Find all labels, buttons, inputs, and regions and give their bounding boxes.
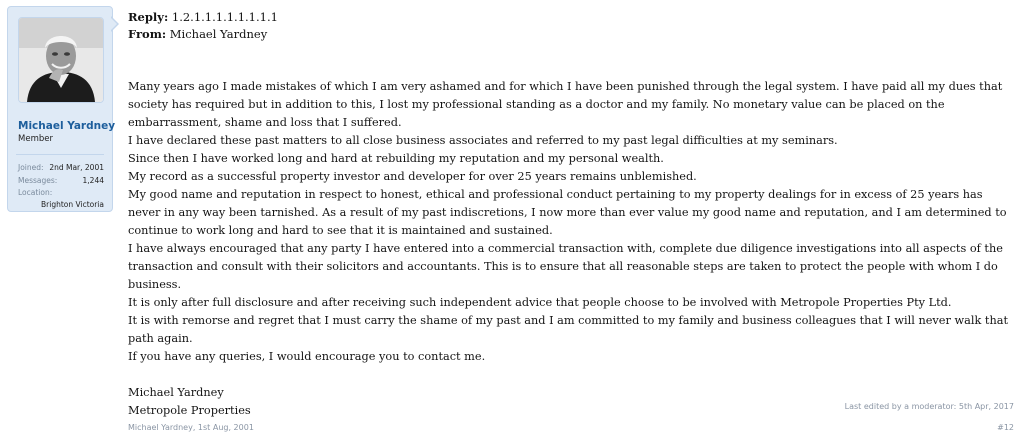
location-row [18,187,104,209]
location-label: Location: [18,188,53,197]
from-value: Michael Yardney [169,27,268,41]
paragraph: My good name and reputation in respect to honest, ethical and professional conduct pertaining to my property dealings for in excess of 25 years has never in any way been tarnished. As a result of my past indiscretions, I now more than ever value my good name and reputation, and I am determined to continue to work long and hard to see that it is maintained and sustained. [128,188,1007,237]
username-link[interactable]: Michael Yardney [18,120,116,132]
edited-note: Last edited by a moderator: 5th Apr, 2017 [844,402,1014,411]
paragraph: It is only after full disclosure and after receiving such independent advice that people choose to be involved with Metropole Properties Pty Ltd. [128,296,952,309]
reply-value: 1.2.1.1.1.1.1.1.1.1 [171,10,278,24]
from-line [128,27,267,41]
paragraph: I have always encouraged that any party I have entered into a commercial transaction with, complete due diligence investigations into all aspects of the transaction and consult with their solicitors and accountants. This is to ensure that all reasonable steps are taken to protect the people with whom I do business. [128,242,1003,291]
paragraph: My record as a successful property investor and developer for over 25 years remains unblemished. [128,170,697,183]
paragraph: Since then I have worked long and hard at rebuilding my reputation and my personal wealth. [128,152,664,165]
paragraph: It is with remorse and regret that I must carry the shame of my past and I am committed to my family and business colleagues that I will never walk that path again. [128,314,1009,345]
paragraph: If you have any queries, I would encourage you to contact me. [128,350,486,363]
user-info-panel [7,6,116,212]
speech-arrow-inner [110,17,117,31]
message-body [128,78,1014,420]
avatar[interactable] [18,17,104,103]
from-label: From: [128,27,167,41]
joined-value: 2nd Mar, 2001 [49,163,104,172]
spacer [128,366,1014,384]
signature-name: Michael Yardney [128,386,224,399]
avatar-photo-icon [19,18,103,102]
location-value: Brighton Victoria [41,200,104,209]
post-author-date-link[interactable]: Michael Yardney, 1st Aug, 2001 [128,423,254,432]
divider [16,154,104,155]
signature-company: Metropole Properties [128,404,251,417]
messages-value[interactable]: 1,244 [82,176,104,185]
joined-row [18,162,104,173]
post-number-link[interactable]: #12 [997,423,1014,432]
messages-row [18,175,104,186]
joined-label: Joined: [18,163,44,172]
user-title: Member [18,134,53,144]
paragraph: I have declared these past matters to all close business associates and referred to my past legal difficulties at my seminars. [128,134,838,147]
reply-line [128,10,278,24]
messages-label: Messages: [18,176,58,185]
reply-label: Reply: [128,10,169,24]
paragraph: Many years ago I made mistakes of which I am very ashamed and for which I have been punished through the legal system. I have paid all my dues that society has required but in addition to this, I lost my professional standing as a doctor and my family. No monetary value can be placed on the embarrassment, shame and loss that I suffered. [128,80,1003,129]
